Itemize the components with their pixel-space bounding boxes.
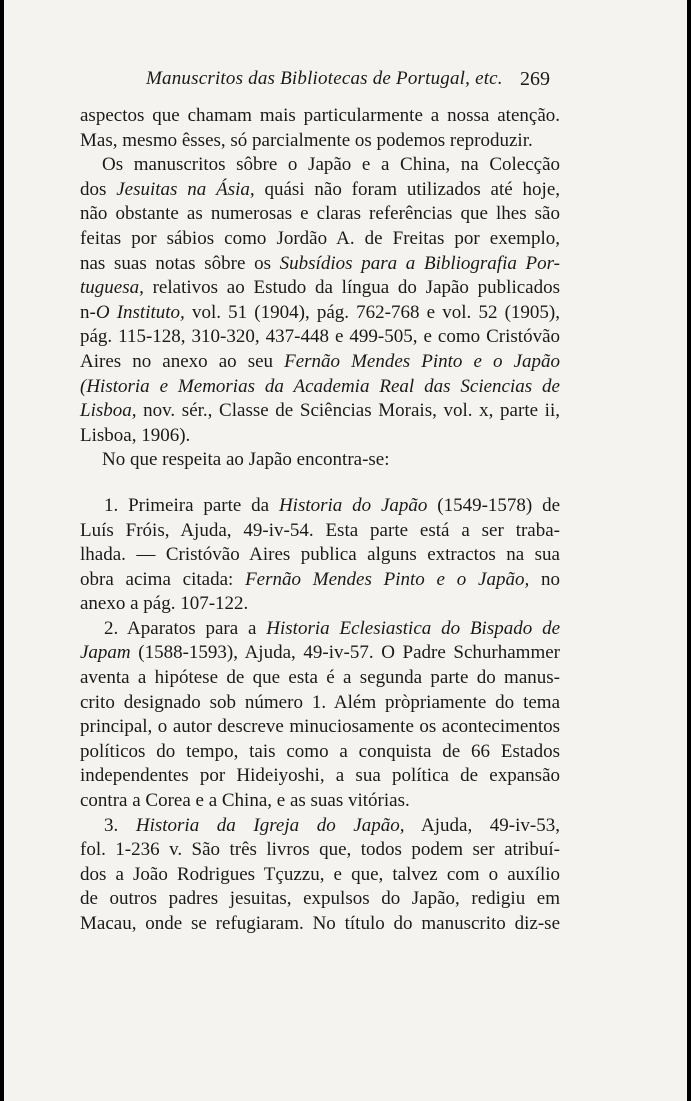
text-line: No que respeita ao Japão encontra-se:: [102, 449, 390, 471]
text-line: não obstante as numerosas e claras referências que lhes são: [80, 203, 560, 225]
list-item-line: Macau, onde se refugiaram. No título do manuscrito diz-se: [80, 913, 560, 934]
book-page: [4, 0, 687, 1101]
text-line: tuguesa, relativos ao Estudo da língua do Japão publicados: [80, 277, 560, 299]
list-item-line: anexo a pág. 107-122.: [80, 593, 249, 615]
list-item-line: dos a João Rodrigues Tçuzzu, e que, talvez com o auxílio: [80, 863, 560, 885]
list-item-line: 1. Primeira parte da Historia do Japão (1549-1578) de: [104, 494, 560, 516]
text-line: Aires no anexo ao seu Fernão Mendes Pinto e o Japão: [80, 350, 560, 372]
list-item-line: políticos do tempo, tais como a conquista de 66 Estados: [80, 740, 560, 762]
text-line: dos Jesuitas na Ásia, quási não foram utilizados até hoje,: [80, 178, 560, 200]
list-item-line: obra acima citada: Fernão Mendes Pinto e o Japão, no: [80, 568, 560, 590]
text-line: Mas, mesmo êsses, só parcialmente os podemos reproduzir.: [80, 129, 533, 151]
list-item-line: 2. Aparatos para a Historia Eclesiastica do Bispado de: [104, 617, 560, 639]
page-header: [4, 68, 687, 98]
running-title: Manuscritos das Bibliotecas de Portugal, etc.: [146, 68, 503, 89]
list-item-line: independentes por Hideiyoshi, a sua política de expansão: [80, 765, 560, 787]
text-line: pág. 115-128, 310-320, 437-448 e 499-505, e como Cristóvão: [80, 326, 560, 348]
list-item-line: 3. Historia da Igreja do Japão, Ajuda, 49-iv-53,: [104, 814, 560, 836]
body-text: [80, 104, 560, 937]
text-line: feitas por sábios como Jordão A. de Freitas por exemplo,: [80, 227, 560, 249]
list-item-line: Luís Fróis, Ajuda, 49-iv-54. Esta parte está a ser traba-: [80, 519, 560, 541]
list-item-line: contra a Corea e a China, e as suas vitórias.: [80, 790, 410, 812]
page-number: 269: [520, 68, 550, 90]
list-item-line: fol. 1-236 v. São três livros que, todos podem ser atribuí-: [80, 839, 560, 861]
list-item-line: aventa a hipótese de que esta é a segunda parte do manus-: [80, 667, 560, 689]
text-line: Lisboa, nov. sér., Classe de Sciências Morais, vol. x, parte ii,: [80, 400, 560, 422]
text-line: Os manuscritos sôbre o Japão e a China, na Colecção: [102, 154, 560, 176]
text-line: (Historia e Memorias da Academia Real das Sciencias de: [80, 375, 560, 397]
list-item-line: lhada. — Cristóvão Aires publica alguns extractos na sua: [80, 544, 560, 566]
text-line: Lisboa, 1906).: [80, 424, 191, 446]
list-item-line: crito designado sob número 1. Além pròpriamente do tema: [80, 691, 560, 713]
list-item-line: Japam (1588-1593), Ajuda, 49-iv-57. O Padre Schurhammer: [80, 642, 560, 664]
text-line: n-O Instituto, vol. 51 (1904), pág. 762-768 e vol. 52 (1905),: [80, 301, 560, 323]
paragraph-gap: [80, 473, 560, 494]
list-item-line: principal, o autor descreve minuciosamente os acontecimentos: [80, 716, 560, 738]
list-item-line: de outros padres jesuitas, expulsos do Japão, redigiu em: [80, 888, 560, 910]
text-line: aspectos que chamam mais particularmente a nossa atenção.: [80, 105, 560, 126]
text-line: nas suas notas sôbre os Subsídios para a Bibliografia Por-: [80, 252, 560, 274]
